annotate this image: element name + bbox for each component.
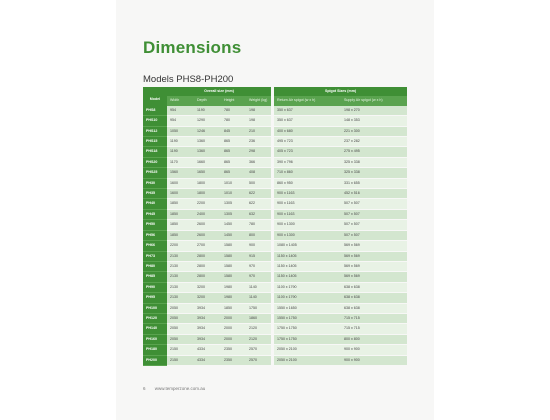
depth-cell: 1650: [194, 168, 221, 178]
model-cell: PHS8: [143, 106, 167, 116]
width-cell: 1190: [167, 137, 194, 147]
weight-cell: 198: [246, 106, 271, 116]
height-cell: 2000: [221, 334, 246, 344]
supply-air-cell: 198 x 270: [341, 106, 407, 116]
model-cell: PHS20: [143, 157, 167, 167]
depth-cell: 3200: [194, 293, 221, 303]
return-air-cell: 2050 x 2100: [274, 345, 341, 355]
table-row: [143, 147, 407, 157]
weight-cell: 1140: [246, 293, 271, 303]
table-row: [143, 178, 407, 188]
height-header: Height: [221, 96, 246, 105]
supply-air-cell: 900 x 900: [341, 345, 407, 355]
height-cell: 1850: [221, 303, 246, 313]
supply-air-header: Supply Air spigot (w x h): [341, 96, 407, 105]
depth-cell: 1190: [194, 106, 221, 116]
height-cell: 1305: [221, 199, 246, 209]
width-cell: 2130: [167, 251, 194, 261]
depth-cell: 2200: [194, 199, 221, 209]
width-cell: 1600: [167, 178, 194, 188]
return-air-header: Return Air spigot (w x h): [274, 96, 341, 105]
depth-cell: 2700: [194, 241, 221, 251]
model-cell: PH180: [143, 345, 167, 355]
depth-cell: 1660: [194, 157, 221, 167]
model-cell: PH66: [143, 241, 167, 251]
height-cell: 865: [221, 147, 246, 157]
table-row: [143, 261, 407, 271]
return-air-cell: 710 x 860: [274, 168, 341, 178]
weight-cell: 1750: [246, 303, 271, 313]
weight-cell: 1860: [246, 313, 271, 323]
weight-cell: 915: [246, 251, 271, 261]
width-cell: 2130: [167, 293, 194, 303]
width-cell: 2150: [167, 355, 194, 365]
model-column-header: Model: [143, 87, 167, 106]
supply-air-cell: 638 x 638: [341, 303, 407, 313]
table-row: [143, 157, 407, 167]
weight-cell: 2120: [246, 334, 271, 344]
table-row: [143, 282, 407, 292]
model-cell: PH160: [143, 334, 167, 344]
weight-header: Weight (kg): [246, 96, 271, 105]
dimensions-table: [143, 87, 407, 366]
table-row: [143, 324, 407, 334]
table-row: [143, 126, 407, 136]
supply-air-cell: 715 x 715: [341, 313, 407, 323]
width-cell: 2050: [167, 324, 194, 334]
weight-cell: 2570: [246, 345, 271, 355]
table-sub-header-row: [143, 96, 407, 105]
depth-cell: 1246: [194, 126, 221, 136]
width-cell: 2050: [167, 313, 194, 323]
weight-cell: 2120: [246, 324, 271, 334]
height-cell: 845: [221, 126, 246, 136]
weight-cell: 900: [246, 241, 271, 251]
width-cell: 2050: [167, 303, 194, 313]
weight-cell: 780: [246, 220, 271, 230]
return-air-cell: 900 x 1163: [274, 199, 341, 209]
table-body: [143, 106, 407, 366]
page-number: 6: [143, 386, 146, 391]
height-cell: 2000: [221, 313, 246, 323]
width-cell: 2130: [167, 282, 194, 292]
return-air-cell: 495 x 723: [274, 137, 341, 147]
return-air-cell: 1100 x 1790: [274, 282, 341, 292]
height-cell: 1580: [221, 261, 246, 271]
model-cell: PH100: [143, 303, 167, 313]
supply-air-cell: 800 x 800: [341, 334, 407, 344]
width-cell: 954: [167, 106, 194, 116]
return-air-cell: 1550 x 1650: [274, 303, 341, 313]
supply-air-cell: 221 x 300: [341, 126, 407, 136]
width-cell: 2130: [167, 261, 194, 271]
overall-size-header: Overall size (mm): [167, 87, 271, 96]
depth-cell: 1800: [194, 178, 221, 188]
height-cell: 1450: [221, 220, 246, 230]
supply-air-cell: 331 x 655: [341, 178, 407, 188]
model-cell: PH30: [143, 178, 167, 188]
width-cell: 1850: [167, 230, 194, 240]
height-cell: 1010: [221, 178, 246, 188]
weight-cell: 298: [246, 147, 271, 157]
model-cell: PHS15: [143, 137, 167, 147]
supply-air-cell: 569 x 569: [341, 251, 407, 261]
return-air-cell: 350 x 637: [274, 106, 341, 116]
width-cell: 2150: [167, 345, 194, 355]
table-row: [143, 355, 407, 365]
height-cell: 2350: [221, 355, 246, 365]
table-row: [143, 209, 407, 219]
table-row: [143, 345, 407, 355]
width-cell: 954: [167, 116, 194, 126]
height-cell: 865: [221, 168, 246, 178]
return-air-cell: 1150 x 1405: [274, 251, 341, 261]
supply-air-cell: 507 x 507: [341, 199, 407, 209]
table-row: [143, 116, 407, 126]
return-air-cell: 860 x 950: [274, 178, 341, 188]
supply-air-cell: 148 x 353: [341, 116, 407, 126]
table-row: [143, 303, 407, 313]
page-footer: [143, 386, 205, 391]
depth-cell: 2800: [194, 272, 221, 282]
height-cell: 1980: [221, 293, 246, 303]
return-air-cell: 1550 x 1750: [274, 313, 341, 323]
width-cell: 1050: [167, 126, 194, 136]
return-air-cell: 405 x 723: [274, 147, 341, 157]
weight-cell: 1140: [246, 282, 271, 292]
width-cell: 1850: [167, 209, 194, 219]
return-air-cell: 350 x 637: [274, 116, 341, 126]
model-cell: PH80: [143, 261, 167, 271]
width-cell: 1190: [167, 147, 194, 157]
model-cell: PHS10: [143, 116, 167, 126]
weight-cell: 236: [246, 137, 271, 147]
depth-cell: 3934: [194, 313, 221, 323]
supply-air-cell: 638 x 638: [341, 293, 407, 303]
depth-cell: 4334: [194, 345, 221, 355]
table-row: [143, 251, 407, 261]
weight-cell: 366: [246, 157, 271, 167]
depth-cell: 4334: [194, 355, 221, 365]
table-row: [143, 241, 407, 251]
model-cell: PH56: [143, 230, 167, 240]
depth-cell: 3934: [194, 303, 221, 313]
model-cell: PH90: [143, 282, 167, 292]
model-cell: PH50: [143, 220, 167, 230]
table-row: [143, 168, 407, 178]
table-row: [143, 106, 407, 116]
model-cell: PH35: [143, 189, 167, 199]
height-cell: 2000: [221, 324, 246, 334]
depth-cell: 3934: [194, 334, 221, 344]
model-cell: PH45: [143, 209, 167, 219]
depth-cell: 1360: [194, 137, 221, 147]
model-cell: PH200: [143, 355, 167, 365]
weight-cell: 210: [246, 126, 271, 136]
supply-air-cell: 275 x 495: [341, 147, 407, 157]
model-cell: PH140: [143, 324, 167, 334]
weight-cell: 970: [246, 261, 271, 271]
model-cell: PH120: [143, 313, 167, 323]
table-row: [143, 293, 407, 303]
weight-cell: 408: [246, 168, 271, 178]
return-air-cell: 2050 x 2100: [274, 355, 341, 365]
height-cell: 780: [221, 106, 246, 116]
weight-cell: 622: [246, 199, 271, 209]
return-air-cell: 900 x 1163: [274, 209, 341, 219]
supply-air-cell: 507 x 507: [341, 230, 407, 240]
supply-air-cell: 638 x 638: [341, 282, 407, 292]
weight-cell: 2570: [246, 355, 271, 365]
width-cell: 2200: [167, 241, 194, 251]
width-cell: 2050: [167, 334, 194, 344]
height-cell: 865: [221, 137, 246, 147]
height-cell: 865: [221, 157, 246, 167]
height-cell: 780: [221, 116, 246, 126]
weight-cell: 198: [246, 116, 271, 126]
weight-cell: 970: [246, 272, 271, 282]
depth-cell: 2400: [194, 209, 221, 219]
return-air-cell: 900 x 1163: [274, 189, 341, 199]
height-cell: 1580: [221, 241, 246, 251]
width-cell: 1850: [167, 220, 194, 230]
model-cell: PHS12: [143, 126, 167, 136]
supply-air-cell: 569 x 569: [341, 272, 407, 282]
weight-cell: 800: [246, 230, 271, 240]
model-cell: PH95: [143, 293, 167, 303]
height-cell: 1010: [221, 189, 246, 199]
table-row: [143, 313, 407, 323]
weight-cell: 632: [246, 209, 271, 219]
depth-cell: 2600: [194, 230, 221, 240]
depth-cell: 2800: [194, 251, 221, 261]
width-header: Width: [167, 96, 194, 105]
table-row: [143, 199, 407, 209]
depth-cell: 2600: [194, 220, 221, 230]
return-air-cell: 1150 x 1405: [274, 261, 341, 271]
supply-air-cell: 325 x 338: [341, 168, 407, 178]
model-cell: PH40: [143, 199, 167, 209]
table-row: [143, 334, 407, 344]
table-row: [143, 137, 407, 147]
table-row: [143, 189, 407, 199]
return-air-cell: 1150 x 1405: [274, 272, 341, 282]
model-cell: PHS25: [143, 168, 167, 178]
height-cell: 1580: [221, 251, 246, 261]
supply-air-cell: 237 x 282: [341, 137, 407, 147]
model-cell: PHS18: [143, 147, 167, 157]
depth-cell: 1800: [194, 189, 221, 199]
model-cell: PH73: [143, 251, 167, 261]
height-cell: 1580: [221, 272, 246, 282]
supply-air-cell: 900 x 900: [341, 355, 407, 365]
supply-air-cell: 507 x 507: [341, 220, 407, 230]
supply-air-cell: 325 x 338: [341, 157, 407, 167]
depth-cell: 3934: [194, 324, 221, 334]
return-air-cell: 390 x 796: [274, 157, 341, 167]
return-air-cell: 1080 x 1405: [274, 241, 341, 251]
width-cell: 1560: [167, 168, 194, 178]
return-air-cell: 900 x 1300: [274, 220, 341, 230]
width-cell: 2130: [167, 272, 194, 282]
height-cell: 1305: [221, 209, 246, 219]
weight-cell: 500: [246, 178, 271, 188]
return-air-cell: 400 x 680: [274, 126, 341, 136]
depth-cell: 1360: [194, 147, 221, 157]
return-air-cell: 900 x 1300: [274, 230, 341, 240]
height-cell: 1450: [221, 230, 246, 240]
depth-cell: 1290: [194, 116, 221, 126]
weight-cell: 622: [246, 189, 271, 199]
table-row: [143, 272, 407, 282]
return-air-cell: 1750 x 1750: [274, 334, 341, 344]
model-cell: PH85: [143, 272, 167, 282]
depth-cell: 2800: [194, 261, 221, 271]
supply-air-cell: 569 x 569: [341, 241, 407, 251]
spigot-sizes-header: Spigot Sizes (mm): [274, 87, 407, 96]
return-air-cell: 1750 x 1750: [274, 324, 341, 334]
page-subtitle: Models PHS8-PH200: [143, 74, 234, 85]
table-row: [143, 220, 407, 230]
table-row: [143, 230, 407, 240]
height-cell: 2350: [221, 345, 246, 355]
table-group-header-row: [143, 87, 407, 96]
return-air-cell: 1100 x 1790: [274, 293, 341, 303]
supply-air-cell: 452 x 516: [341, 189, 407, 199]
supply-air-cell: 715 x 715: [341, 324, 407, 334]
width-cell: 1170: [167, 157, 194, 167]
height-cell: 1980: [221, 282, 246, 292]
width-cell: 1850: [167, 199, 194, 209]
supply-air-cell: 507 x 507: [341, 209, 407, 219]
depth-header: Depth: [194, 96, 221, 105]
page-title: Dimensions: [143, 38, 242, 57]
depth-cell: 3200: [194, 282, 221, 292]
width-cell: 1600: [167, 189, 194, 199]
website-text: www.temperzone.com.au: [154, 386, 206, 391]
supply-air-cell: 569 x 569: [341, 261, 407, 271]
